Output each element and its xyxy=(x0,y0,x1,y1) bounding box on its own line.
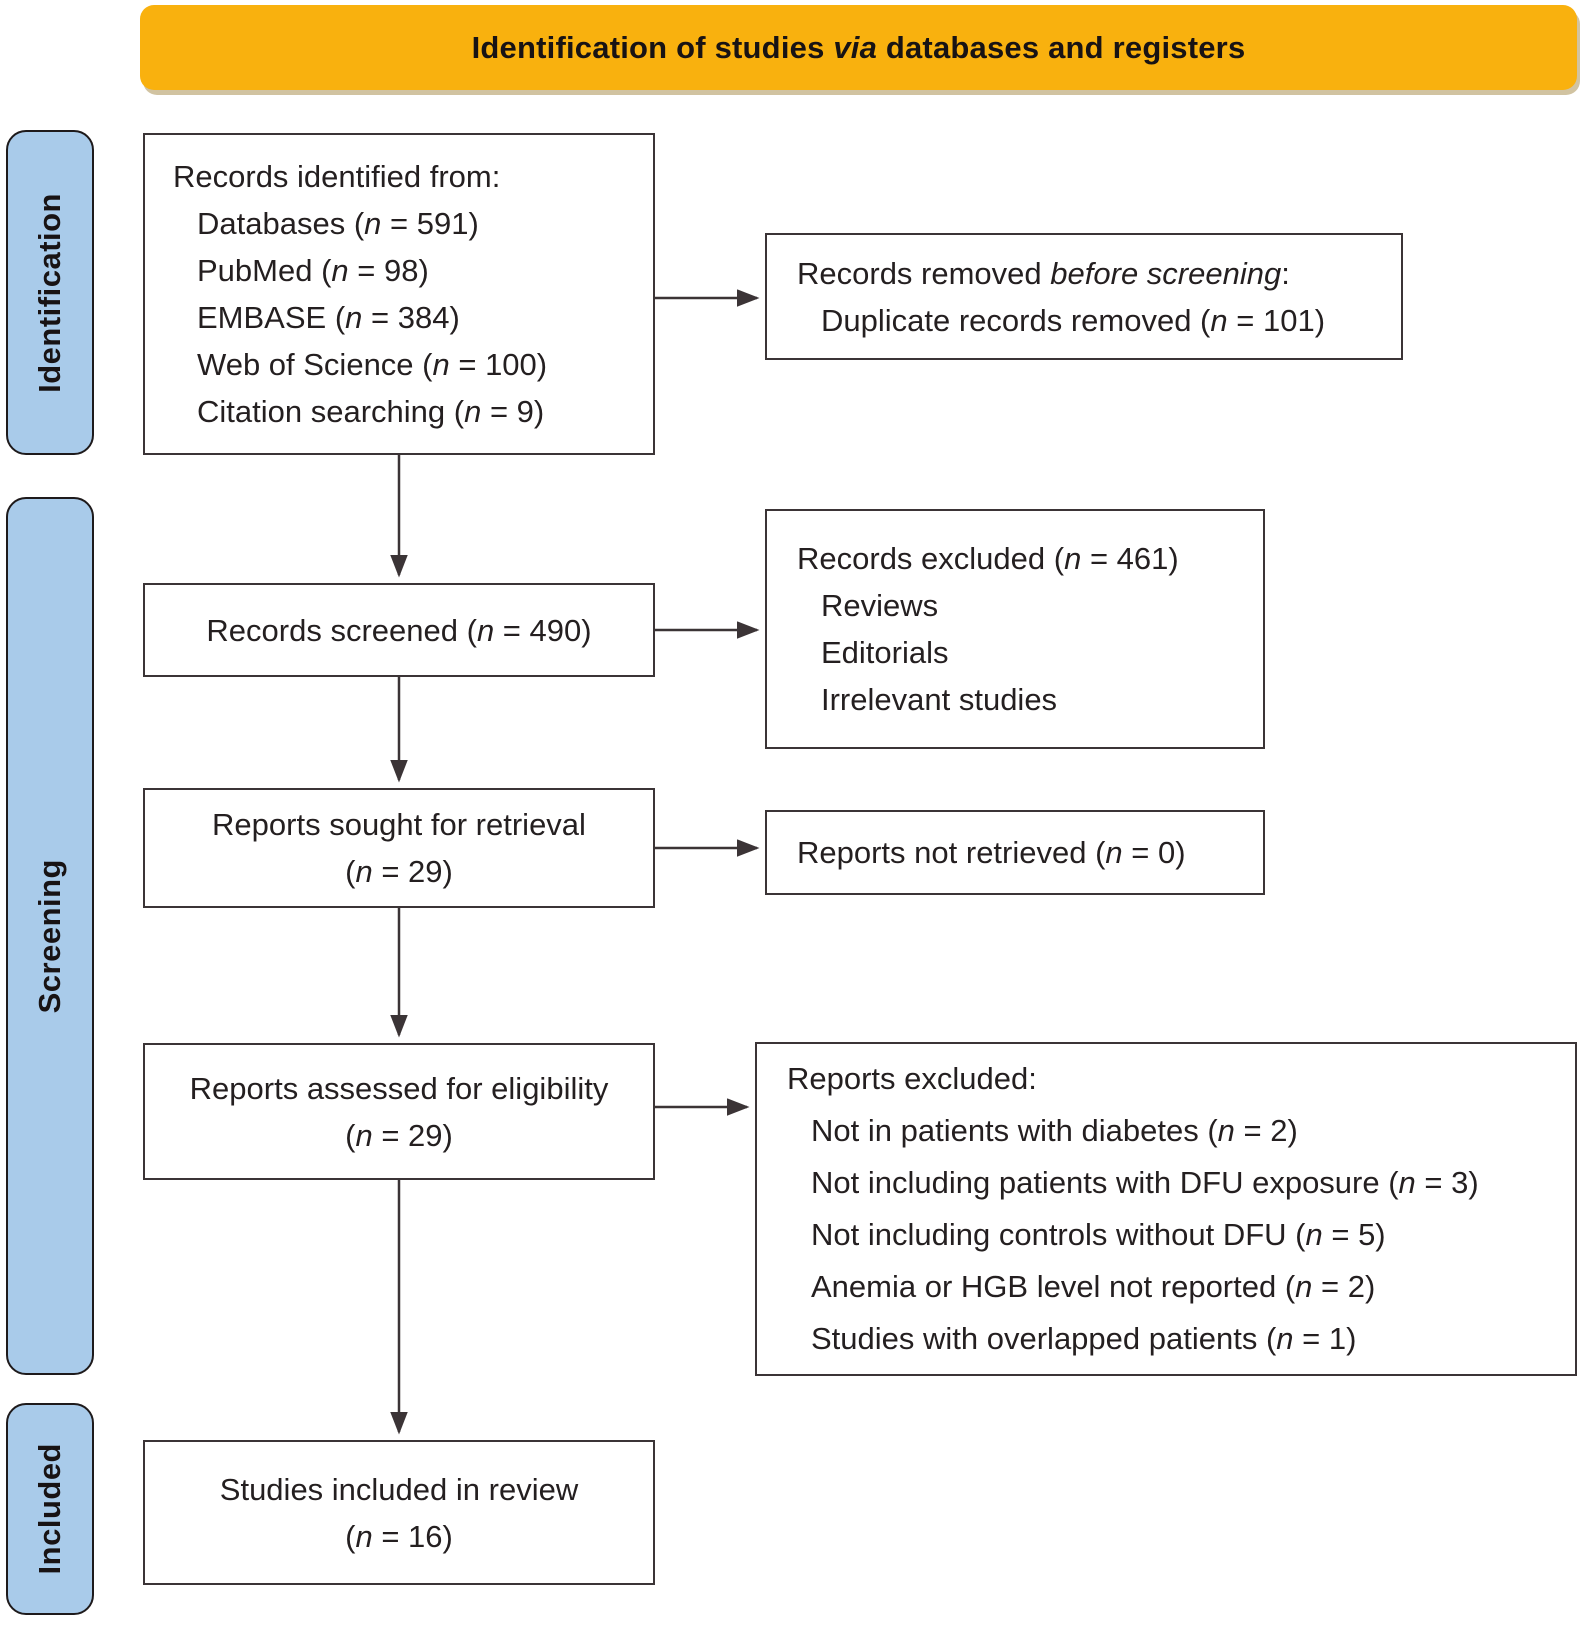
records-identified-item: Databases (n = 591) xyxy=(197,206,479,241)
stage-label-included-text: Included xyxy=(32,1443,67,1575)
box-records-screened xyxy=(143,583,655,677)
reports-sought-line1: Reports sought for retrieval xyxy=(212,807,586,842)
records-identified-heading: Records identified from: xyxy=(173,159,501,194)
box-studies-included xyxy=(143,1440,655,1585)
reports-excluded-heading: Reports excluded: xyxy=(787,1061,1037,1096)
records-screened-text: Records screened (n = 490) xyxy=(206,612,592,648)
reports-excluded-item: Not including patients with DFU exposure (n = 3) xyxy=(811,1165,1479,1200)
stage-label-screening xyxy=(6,497,94,1375)
reports-not-retrieved-text: Reports not retrieved (n = 0) xyxy=(797,835,1186,870)
box-reports-not-retrieved xyxy=(765,810,1265,895)
diagram-title: Identification of studies via databases and registers xyxy=(471,29,1246,65)
title-banner xyxy=(140,5,1577,90)
box-records-identified xyxy=(143,133,655,455)
records-excluded-heading: Records excluded (n = 461) xyxy=(797,541,1179,576)
studies-included-line2: (n = 16) xyxy=(345,1518,453,1554)
stage-label-included xyxy=(6,1403,94,1615)
stage-label-identification-text: Identification xyxy=(32,192,67,393)
reports-excluded-item: Anemia or HGB level not reported (n = 2) xyxy=(811,1269,1376,1304)
records-identified-item: EMBASE (n = 384) xyxy=(197,300,460,335)
reports-assessed-line1: Reports assessed for eligibility xyxy=(189,1070,609,1106)
records-excluded-item: Editorials xyxy=(821,635,949,670)
box-records-excluded xyxy=(765,509,1265,749)
records-identified-item: PubMed (n = 98) xyxy=(197,253,429,288)
records-excluded-item: Reviews xyxy=(821,588,939,623)
reports-excluded-item: Not in patients with diabetes (n = 2) xyxy=(811,1113,1298,1148)
records-removed-item: Duplicate records removed (n = 101) xyxy=(821,302,1326,338)
reports-excluded-item: Studies with overlapped patients (n = 1) xyxy=(811,1321,1357,1356)
box-reports-sought xyxy=(143,788,655,908)
records-excluded-item: Irrelevant studies xyxy=(821,682,1058,717)
reports-excluded-item: Not including controls without DFU (n = 5) xyxy=(811,1217,1386,1252)
stage-label-screening-text: Screening xyxy=(32,858,67,1014)
records-identified-item: Citation searching (n = 9) xyxy=(197,394,545,429)
box-reports-excluded xyxy=(755,1042,1577,1376)
box-reports-assessed xyxy=(143,1043,655,1180)
records-identified-item: Web of Science (n = 100) xyxy=(197,347,548,382)
studies-included-line1: Studies included in review xyxy=(219,1471,579,1507)
box-records-removed xyxy=(765,233,1403,360)
reports-assessed-line2: (n = 29) xyxy=(345,1117,453,1153)
records-removed-heading: Records removed before screening: xyxy=(797,255,1290,291)
stage-label-identification xyxy=(6,130,94,455)
reports-sought-line2: (n = 29) xyxy=(345,854,453,889)
